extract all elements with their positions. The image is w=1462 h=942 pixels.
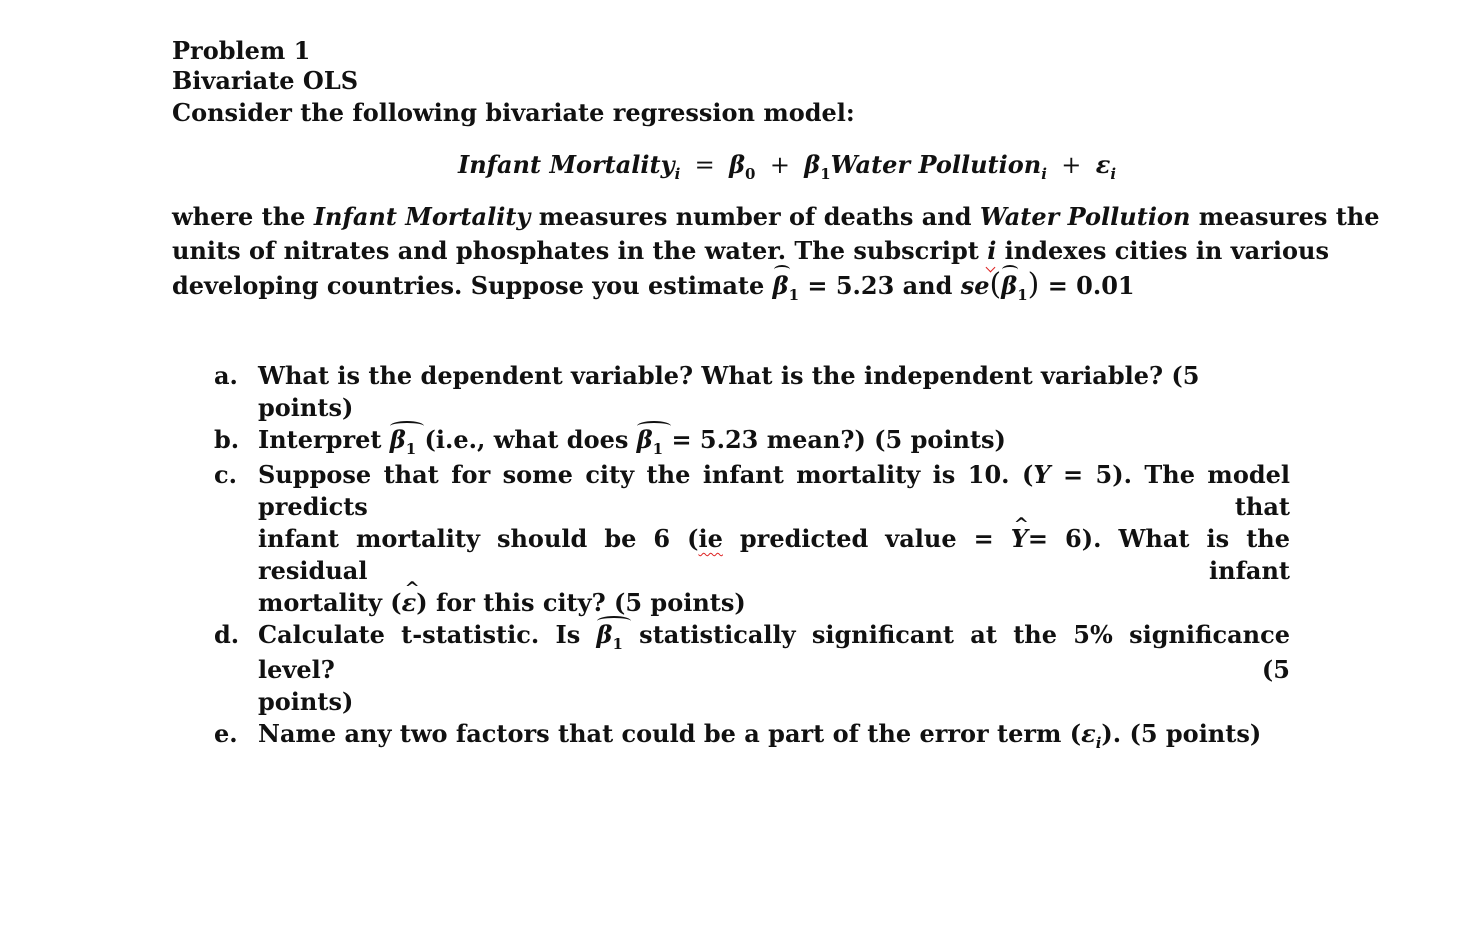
question-marker: b. (214, 425, 240, 454)
question-d (214, 619, 1290, 718)
beta-zero-subscript: 0 (745, 165, 756, 183)
question-marker: e. (214, 719, 238, 748)
problem-subtitle: Bivariate OLS (172, 66, 359, 95)
y-hat: ^ Y (1011, 523, 1028, 555)
error-subscript: i (1110, 165, 1117, 183)
question-text: Interpret $\beta_1$ (i.e., what does $\beta_1 = 5.23$ mean?) (5 points) (258, 425, 1006, 458)
beta-hat-subscript: 1 (788, 286, 799, 304)
plus-sign: + (769, 151, 790, 179)
equation-lhs: Infant Mortality (458, 150, 675, 179)
beta-zero: β (729, 150, 746, 179)
question-d-line-1: Calculate t-statistic. Is $\beta_1$ statistically significant at the 5% significance level? (5 (258, 620, 1290, 684)
question-text (258, 459, 1290, 619)
var-water-pollution: Water Pollution (979, 202, 1191, 231)
beta-hat-se-subscript: 1 (1017, 286, 1028, 304)
question-text: Name any two factors that could be a part of the error term $(\varepsilon_i)$. (5 points) (258, 719, 1262, 752)
beta-hat: β (773, 269, 789, 303)
epsilon: ε (1081, 719, 1096, 748)
equals-sign: = (694, 151, 715, 179)
beta-one: β (804, 150, 821, 179)
question-d-line-2: points) (258, 687, 354, 716)
epsilon-hat: ^ ε (402, 587, 417, 619)
spell-flag-ie: ie (698, 524, 723, 553)
beta-hat: β (636, 425, 653, 454)
question-a (214, 360, 1290, 424)
question-c-line-1: Suppose that for some city the infant mortality is 10. (Y = 5). The model predicts that (258, 460, 1291, 521)
problem-title: Problem 1 (172, 36, 311, 65)
description-paragraph (172, 200, 1380, 306)
lhs-subscript: i (674, 165, 681, 183)
paragraph-line-1: where the Infant Mortality measures number of deaths and Water Pollution measures the (172, 202, 1380, 231)
beta-one-subscript: 1 (820, 165, 831, 183)
question-marker: c. (214, 460, 237, 489)
equation-regressor: Water Pollution (830, 150, 1042, 179)
question-text (258, 619, 1290, 718)
regression-equation (458, 150, 1116, 183)
question-list (214, 360, 1290, 753)
question-e (214, 718, 1290, 753)
beta-hat: β (389, 425, 406, 454)
paragraph-line-2: units of nitrates and phosphates in the water. The subscript i indexes cities in various (172, 236, 1329, 265)
question-c-line-3: mortality (^ ε) for this city? (5 points) (258, 587, 1290, 619)
question-b (214, 424, 1290, 459)
subscript-i: i (987, 236, 997, 265)
beta-hat: β (596, 620, 613, 649)
problem-intro: Consider the following bivariate regression model: (172, 98, 855, 127)
question-marker: a. (214, 361, 238, 390)
question-text: What is the dependent variable? What is the independent variable? (5 points) (258, 361, 1200, 422)
paragraph-line-3: developing countries. Suppose you estimate $\beta_1 = 5.23$ and $se(\beta_1) = 0.01$ (172, 267, 1135, 304)
beta-hat-se: β (1001, 269, 1017, 303)
standard-error-label: se (960, 271, 990, 300)
question-marker: d. (214, 620, 240, 649)
regressor-subscript: i (1041, 165, 1047, 183)
question-c-line-2: infant mortality should be 6 (ie predicted value = ^ Y= 6). What is the residual infant (258, 523, 1290, 587)
question-c (214, 459, 1290, 619)
error-term: ε (1095, 150, 1111, 179)
plus-sign-2: + (1061, 151, 1082, 179)
var-infant-mortality: Infant Mortality (313, 202, 531, 231)
